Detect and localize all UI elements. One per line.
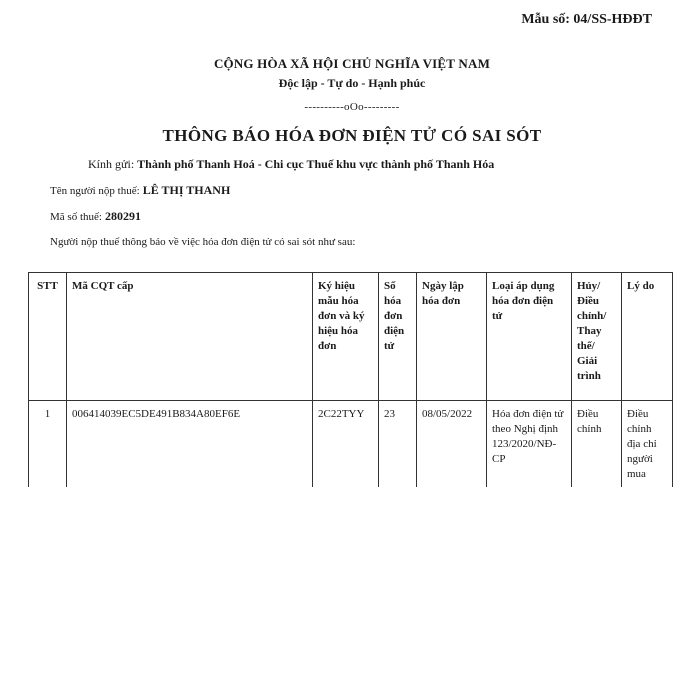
national-title: CỘNG HÒA XÃ HỘI CHỦ NGHĨA VIỆT NAM xyxy=(213,56,491,71)
cell-so-hoa-don: 23 xyxy=(379,401,417,488)
addressee-value: Thành phố Thanh Hoá - Chi cục Thuế khu vực thành phố Thanh Hóa xyxy=(137,157,495,171)
error-table-viewport xyxy=(28,272,673,487)
table-row xyxy=(29,401,673,488)
cell-hanh-dong: Điều chỉnh xyxy=(572,401,622,488)
taxpayer-name: LÊ THỊ THANH xyxy=(142,183,231,197)
cell-ngay-lap: 08/05/2022 xyxy=(417,401,487,488)
tax-code-line xyxy=(50,209,141,224)
table-header-row xyxy=(29,273,673,401)
taxpayer-name-label: Tên người nộp thuế: xyxy=(50,185,140,197)
national-motto: Độc lập - Tự do - Hạnh phúc xyxy=(278,76,426,90)
cell-loai-ap-dung: Hóa đơn điện tử theo Nghị định 123/2020/NĐ-CP xyxy=(487,401,572,488)
cell-ky-hieu: 2C22TYY xyxy=(313,401,379,488)
header-hanh-dong: Hủy/ Điều chỉnh/ Thay thế/ Giải trình xyxy=(572,273,622,401)
tax-code-label: Mã số thuế: xyxy=(50,211,102,223)
header-ma-cqt: Mã CQT cấp xyxy=(67,273,313,401)
header-stt: STT xyxy=(29,273,67,401)
form-code: Mẫu số: 04/SS-HĐĐT xyxy=(521,12,652,27)
cell-stt: 1 xyxy=(29,401,67,488)
addressee-label: Kính gửi: xyxy=(88,157,135,171)
cell-ma-cqt: 006414039EC5DE491B834A80EF6E xyxy=(67,401,313,488)
document-title: THÔNG BÁO HÓA ĐƠN ĐIỆN TỬ CÓ SAI SÓT xyxy=(162,126,542,145)
addressee-line xyxy=(88,157,494,172)
header-so-hoa-don: Số hóa đơn điện tử xyxy=(379,273,417,401)
error-table xyxy=(28,272,673,487)
taxpayer-name-line xyxy=(50,183,230,198)
intro-text: Người nộp thuế thông báo về việc hóa đơn điện tử có sai sót như sau: xyxy=(50,236,356,248)
header-ngay-lap: Ngày lập hóa đơn xyxy=(417,273,487,401)
header-ly-do: Lý do xyxy=(622,273,673,401)
header-loai-ap-dung: Loại áp dụng hóa đơn điện tử xyxy=(487,273,572,401)
header-ky-hieu: Ký hiệu mẫu hóa đơn và ký hiệu hóa đơn xyxy=(313,273,379,401)
tax-code: 280291 xyxy=(104,209,141,223)
cell-ly-do: Điều chỉnh địa chỉ người mua xyxy=(622,401,673,488)
header-divider: ----------oOo--------- xyxy=(304,101,400,113)
